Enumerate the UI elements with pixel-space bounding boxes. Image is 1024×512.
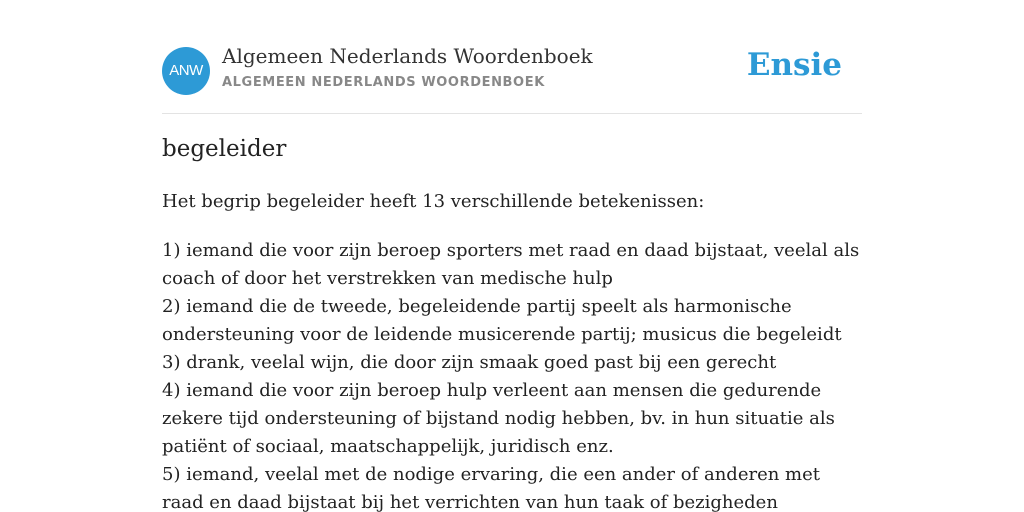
source-subtitle: ALGEMEEN NEDERLANDS WOORDENBOEK xyxy=(222,75,545,90)
source-header xyxy=(162,0,862,114)
definition-item: 2) iemand die de tweede, begeleidende partij speelt als harmonische ondersteuning voor de leidende musicerende partij; musicus die begeleidt xyxy=(162,296,842,345)
content-column xyxy=(162,0,862,512)
definition-list xyxy=(162,237,862,512)
term-heading: begeleider xyxy=(162,136,287,162)
definition-intro: Het begrip begeleider heeft 13 verschillende betekenissen: xyxy=(162,191,705,212)
ensie-brand-logo[interactable]: Ensie xyxy=(746,47,842,83)
source-title[interactable]: Algemeen Nederlands Woordenboek xyxy=(222,44,593,68)
definition-item: 1) iemand die voor zijn beroep sporters met raad en daad bijstaat, veelal als coach of door het verstrekken van medische hulp xyxy=(162,240,860,289)
anw-logo[interactable]: ANW xyxy=(162,47,210,95)
definition-item: 4) iemand die voor zijn beroep hulp verleent aan mensen die gedurende zekere tijd ondersteuning of bijstand nodig hebben, bv. in hun situatie als patiënt of sociaal, maatschappelijk, juridisch enz. xyxy=(162,380,835,457)
definition-item: 3) drank, veelal wijn, die door zijn smaak goed past bij een gerecht xyxy=(162,352,777,373)
definition-item: 5) iemand, veelal met de nodige ervaring, die een ander of anderen met raad en daad bijstaat bij het verrichten van hun taak of bezigheden xyxy=(162,464,821,512)
